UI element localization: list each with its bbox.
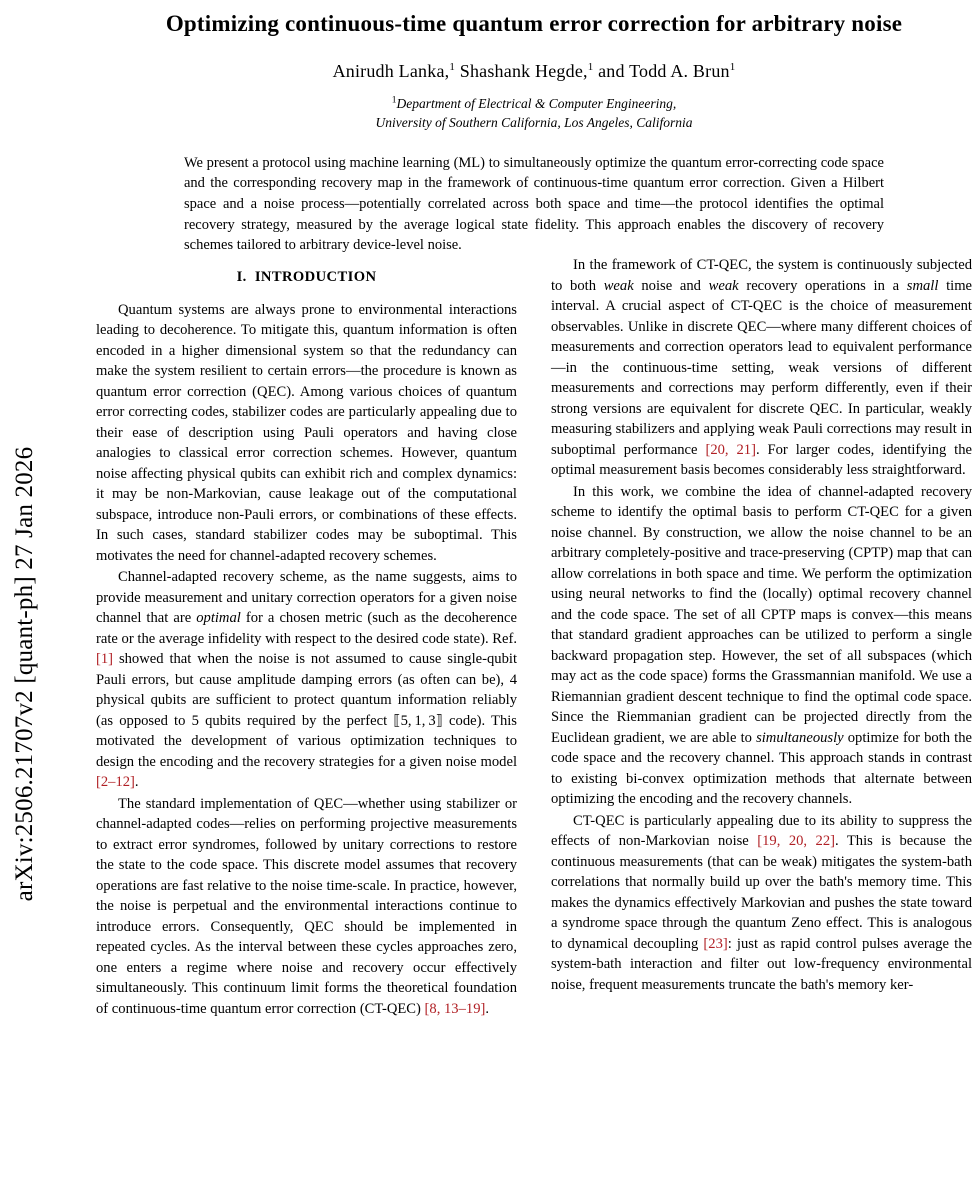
citation-link[interactable]: [8, 13–19]	[424, 1000, 486, 1017]
code-notation: ⟦5, 1, 3⟧	[393, 712, 443, 729]
section-title: INTRODUCTION	[254, 269, 377, 285]
citation-link[interactable]: [1]	[96, 651, 114, 667]
emphasis: weak	[603, 277, 634, 294]
citation-link[interactable]: [23]	[703, 935, 728, 952]
emphasis: optimal	[196, 610, 241, 626]
paragraph: CT-QEC is particularly appealing due to its ability to suppress the effects of non-Markovian noise [19, 20, 22]. This is because the continuous measurements (that can be weak) mitigates the system-bath correlations that normally build up over the bath's memory time. This makes the dynamics effectively Markovian and pushes the state toward a syndrome space through the quantum Zeno effect. This is analogous to dynamical decoupling [23]: just as rapid control pulses average the system-bath interaction and filter out low-frequency environmental noise, frequent measurements truncate the bath's memory ker-	[551, 812, 972, 993]
paragraph: Channel-adapted recovery scheme, as the name suggests, aims to provide measurement and unitary correction operators for a given noise channel that are optimal for a chosen metric (such as the decoherence rate or the average infidelity with respect to the desired code state). Ref. [1] showed that when the noise is not assumed to cause single-qubit Pauli errors, but cause amplitude damping errors (as often can be), 4 physical qubits are sufficient to protect quantum information reliably (as opposed to 5 qubits required by the perfect ⟦5, 1, 3⟧ code). This motivated the development of various optimization techniques to design the encoding and the recovery strategies for a given noise model [2–12].	[96, 569, 517, 790]
author-list: Anirudh Lanka,$^1$ Shashank Hegde,$^1$ and Todd A. Brun$^1$	[332, 60, 736, 81]
paragraph: Quantum systems are always prone to environmental interactions leading to decoherence. To mitigate this, quantum information is often encoded in a higher dimensional system so that the redundancy can make the system resilient to certain errors—the procedure is known as quantum error correction (QEC). Among various choices of quantum error correcting codes, stabilizer codes are particularly appealing due to their ease of description using Pauli operators and having close analogies to classical error correction schemes. However, quantum noise affecting physical qubits can exhibit rich and complex dynamics: it may be non-Markovian, cause leakage out of the computational subspace, introduce non-Pauli errors, or combinations of these effects. In such cases, standard stabilizer codes may be suboptimal. This motivates the need for channel-adapted recovery schemes.	[96, 301, 517, 564]
paragraph: In this work, we combine the idea of channel-adapted recovery scheme to identify the optimal basis to perform CT-QEC for a given noise channel. By construction, we allow the noise channel to be an arbitrary completely-positive and trace-preserving (CPTP) map that can allow correlations in both space and time. We perform the optimization using neural networks to find the (locally) optimal recovery channel and the code space. The set of all CPTP maps is convex—this means that standard gradient approaches can be utilized to perform a single backward propagation step. However, the set of all subspaces (which may act as the code space) forms the Grassmannian manifold. We use a Riemannian gradient descent technique to find the optimal code space. Since the Riemmanian gradient can be projected directly from the Euclidean gradient, we are able to simultaneously optimize for both the code space and the recovery channel. This approach stands in contrast to existing bi-convex optimization methods that alternate between optimizing the encoding and the recovery channels.	[551, 483, 972, 807]
page-title: Optimizing continuous-time quantum error correction for arbitrary noise	[165, 11, 903, 36]
left-column	[96, 255, 517, 1020]
citation-link[interactable]: [2–12]	[96, 774, 135, 790]
emphasis: small	[906, 277, 939, 294]
paragraph: The standard implementation of QEC—whether using stabilizer or channel-adapted codes—relies on performing projective measurements to extract error syndromes, followed by unitary corrections to restore the state to the code space. This discrete model assumes that recovery operations are fast relative to the noise time-scale. In practice, however, the noise is perpetual and the environmental interactions continue to introduce errors. Consequently, QEC should be implemented in repeated cycles. As the interval between these cycles approaches zero, one enters a regime where noise and recovery occur effectively simultaneously. This continuum limit forms the theoretical foundation of continuous-time quantum error correction (CT-QEC) [8, 13–19].	[96, 795, 517, 1017]
emphasis: weak	[708, 277, 739, 294]
right-column	[551, 255, 972, 1020]
affiliation: $^1$Department of Electrical & Computer Engineering, University of Southern California, Los Angeles, California	[375, 95, 693, 131]
section-heading	[96, 267, 517, 288]
citation-link[interactable]: [20, 21]	[705, 441, 756, 458]
emphasis: simultaneously	[756, 729, 844, 746]
abstract: We present a protocol using machine learning (ML) to simultaneously optimize the quantum error-correcting code space and the corresponding recovery map in the framework of continuous-time quantum error correction. Given a Hilbert space and a noise process—potentially correlated across both space and time—the protocol identifies the optimal recovery strategy, measured by the average logical state fidelity. This approach enables the discovery of recovery schemes tailored to arbitrary device-level noise.	[184, 154, 884, 254]
arxiv-stamp: arXiv:2506.21707v2 [quant-ph] 27 Jan 2026	[11, 446, 38, 902]
paper-header	[96, 0, 972, 256]
body-columns	[96, 255, 972, 1020]
paragraph: In the framework of CT-QEC, the system is continuously subjected to both weak noise and weak recovery operations in a small time interval. A crucial aspect of CT-QEC is the choice of measurement observables. Unlike in discrete QEC—where many different choices of measurements and correction operators lead to equivalent performance—in the continuous-time setting, weak versions of different measurements and corrections may perform differently, even if their strong versions are equivalent for discrete QEC. In particular, weakly measuring stabilizers and applying weak Pauli corrections may result in suboptimal performance [20, 21]. For larger codes, identifying the optimal measurement basis becomes considerably less straightforward.	[551, 257, 972, 478]
section-number: I.	[236, 269, 247, 285]
citation-link[interactable]: [19, 20, 22]	[757, 833, 836, 849]
